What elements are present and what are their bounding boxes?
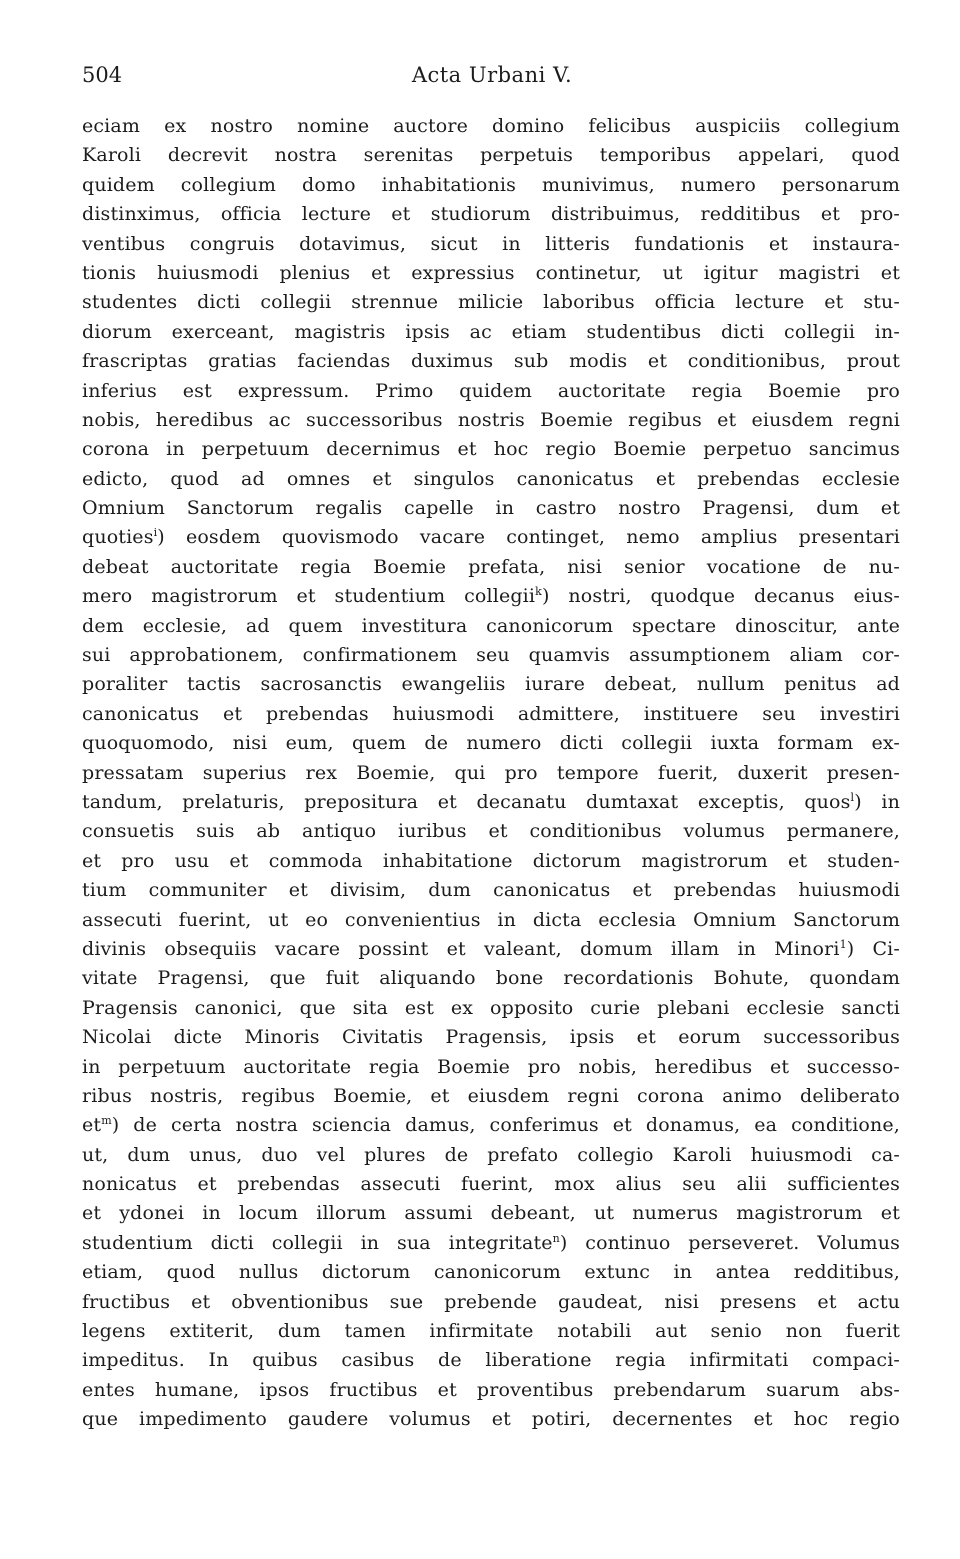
text-segment: studentium dicti collegii in sua integritate [82, 1231, 553, 1254]
footnote-marker: i [153, 526, 158, 540]
text-line [82, 523, 900, 552]
text-line: etiam, quod nullus dictorum canonicorum extunc in antea redditibus, [82, 1261, 900, 1284]
text-line [82, 582, 900, 611]
running-title: Acta Urbani V. [411, 63, 573, 87]
page-header [82, 58, 902, 92]
text-line: vitate Pragensi, que fuit aliquando bone recordationis Bohute, quondam [82, 967, 900, 990]
text-line: studentes dicti collegii strennue milicie laboribus officia lecture et stu- [82, 291, 900, 314]
text-line: Pragensis canonici, que sita est ex opposito curie plebani ecclesie sancti [82, 996, 900, 1019]
text-line: Karoli decrevit nostra serenitas perpetuis temporibus appelari, quod [82, 144, 900, 167]
text-line: Nicolai dicte Minoris Civitatis Pragensis, ipsis et eorum successoribus [82, 1026, 900, 1049]
text-segment: ) nostri, quodque decanus eius- [541, 585, 900, 608]
text-segment: mero magistrorum et studentium collegii [82, 585, 536, 608]
text-line: corona in perpetuum decernimus et hoc regio Boemie perpetuo sancimus [82, 438, 900, 461]
text-line: diorum exerceant, magistris ipsis ac etiam studentibus dicti collegii in- [82, 320, 900, 343]
text-line: nonicatus et prebendas assecuti fuerint, mox alius seu alii sufficientes [82, 1173, 900, 1196]
footnote-marker: l [850, 790, 855, 804]
text-segment: ) in [854, 790, 900, 813]
text-line: poraliter tactis sacrosanctis ewangeliis iurare debeat, nullum penitus ad [82, 673, 900, 696]
text-line: ventibus congruis dotavimus, sicut in litteris fundationis et instaura- [82, 232, 900, 255]
body-text [82, 112, 900, 1435]
text-line [82, 788, 900, 817]
text-line: nobis, heredibus ac successoribus nostris Boemie regibus et eiusdem regni [82, 408, 900, 431]
text-line: eciam ex nostro nomine auctore domino felicibus auspiciis collegium [82, 115, 900, 137]
footnote-marker: 1 [839, 937, 847, 951]
text-segment: quoties [82, 526, 154, 549]
footnote-marker: k [535, 585, 542, 599]
text-line [82, 1229, 900, 1258]
text-segment: ) Ci- [846, 937, 900, 960]
text-line: ribus nostris, regibus Boemie, et eiusdem regni corona animo deliberato [82, 1084, 900, 1107]
text-line: debeat auctoritate regia Boemie prefata, nisi senior vocatione de nu- [82, 555, 900, 578]
text-segment: et [82, 1114, 102, 1137]
text-line: impeditus. In quibus casibus de liberatione regia infirmitati compaci- [82, 1349, 900, 1372]
text-line: inferius est expressum. Primo quidem auctoritate regia Boemie pro [82, 379, 900, 402]
text-line: et ydonei in locum illorum assumi debeant, ut numerus magistrorum et [82, 1202, 900, 1225]
text-line: entes humane, ipsos fructibus et proventibus prebendarum suarum abs- [82, 1378, 900, 1401]
text-line: et pro usu et commoda inhabitatione dictorum magistrorum et studen- [82, 849, 900, 872]
text-segment: ) continuo perseveret. Volumus [559, 1231, 900, 1254]
text-line: canonicatus et prebendas huiusmodi admittere, instituere seu investiri [82, 702, 900, 725]
footnote-marker: n [552, 1231, 560, 1245]
text-line: dem ecclesie, ad quem investitura canonicorum spectare dinoscitur, ante [82, 614, 900, 637]
text-line: quoquomodo, nisi eum, quem de numero dicti collegii iuxta formam ex- [82, 732, 900, 755]
text-line: quidem collegium domo inhabitationis munivimus, numero personarum [82, 173, 900, 196]
text-line: edicto, quod ad omnes et singulos canonicatus et prebendas ecclesie [82, 467, 900, 490]
page-number: 504 [82, 63, 123, 87]
text-line: pressatam superius rex Boemie, qui pro tempore fuerit, duxerit presen- [82, 761, 900, 784]
text-line: legens extiterit, dum tamen infirmitate notabili aut senio non fuerit [82, 1320, 900, 1343]
text-line: frascriptas gratias faciendas duximus sub modis et conditionibus, prout [82, 350, 900, 373]
text-line: sui approbationem, confirmationem seu quamvis assumptionem aliam cor- [82, 644, 900, 667]
text-line: que impedimento gaudere volumus et potiri, decernentes et hoc regio [82, 1408, 900, 1431]
text-line [82, 1111, 900, 1140]
text-line: fructibus et obventionibus sue prebende gaudeat, nisi presens et actu [82, 1290, 900, 1313]
text-line: ut, dum unus, duo vel plures de prefato collegio Karoli huiusmodi ca- [82, 1143, 900, 1166]
text-segment: ) eosdem quovismodo vacare continget, nemo amplius presentari [157, 526, 900, 549]
text-segment: tandum, prelaturis, prepositura et decanatu dumtaxat exceptis, quos [82, 790, 851, 813]
text-segment: ) de certa nostra sciencia damus, conferimus et donamus, ea conditione, [111, 1114, 900, 1137]
text-line: distinximus, officia lecture et studiorum distribuimus, redditibus et pro- [82, 203, 900, 226]
text-line: Omnium Sanctorum regalis capelle in castro nostro Pragensi, dum et [82, 497, 900, 520]
footnote-marker: m [101, 1114, 112, 1128]
text-line: in perpetuum auctoritate regia Boemie pro nobis, heredibus et successo- [82, 1055, 900, 1078]
text-line: assecuti fuerint, ut eo convenientius in dicta ecclesia Omnium Sanctorum [82, 908, 900, 931]
text-segment: divinis obsequiis vacare possint et valeant, domum illam in Minori [82, 937, 840, 960]
text-line: tium communiter et divisim, dum canonicatus et prebendas huiusmodi [82, 879, 900, 902]
text-line: tionis huiusmodi plenius et expressius continetur, ut igitur magistri et [82, 261, 900, 284]
text-line: consuetis suis ab antiquo iuribus et conditionibus volumus permanere, [82, 820, 900, 843]
text-line [82, 935, 900, 964]
